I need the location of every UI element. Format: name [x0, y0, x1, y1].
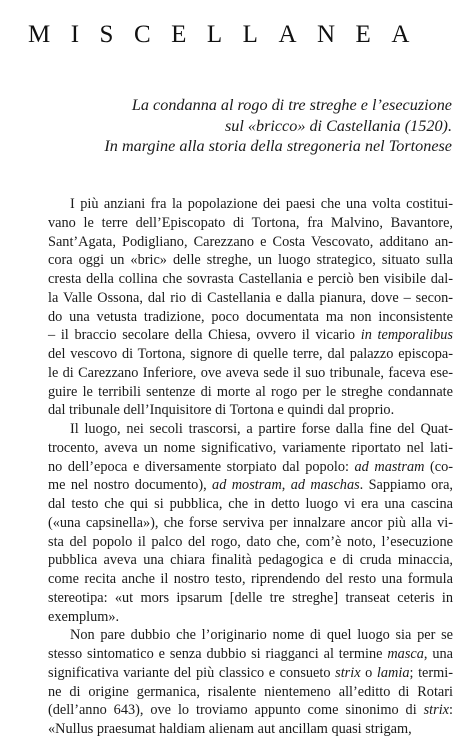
italic-text: masca [387, 646, 424, 662]
text-run: Sant’Agata, Podigliano, Carezzano e Costa Vescovato, additano an- [48, 233, 453, 250]
italic-text: in temporalibus [360, 327, 453, 344]
text-line [48, 608, 453, 627]
text-line [48, 626, 453, 645]
text-line [48, 345, 453, 364]
text-line [48, 458, 453, 477]
text-run: do una vetusta tradizione, poco documentata ma non inconsistente [48, 308, 453, 325]
text-run: – il braccio secolare della Chiesa, ovvero il vicario [48, 327, 361, 344]
text-line [48, 233, 453, 252]
italic-text: ad maschas [290, 477, 360, 494]
paragraph [48, 626, 453, 739]
text-run: (co- [424, 458, 453, 475]
text-run: Il luogo, nei secoli trascorsi, a partire forse dalla fine del Quat- [70, 421, 453, 437]
text-line [48, 383, 453, 402]
text-line [48, 701, 453, 720]
text-run: trocento, aveva un nome significativo, variamente riportato nel lati- [48, 439, 453, 456]
title-line: In margine alla storia della stregoneria nel Tortonese [104, 137, 452, 155]
article-body [48, 195, 453, 739]
text-run: la Valle Ossona, dal rio di Castellania e dalla pianura, dove – secon- [48, 289, 453, 306]
text-run: stesso sintomatico e senza dubbio si riagganci al termine [48, 646, 388, 662]
text-line [48, 420, 453, 439]
text-run: no dell’epoca e diversamente storpiato dal popolo: [48, 458, 355, 475]
text-line [48, 570, 453, 589]
title-line: sul «bricco» di Castellania (1520). [224, 116, 452, 135]
text-line [48, 551, 453, 570]
text-run: I più anziani fra la popolazione dei paesi che una volta costitui- [70, 196, 453, 212]
text-line [48, 364, 453, 383]
text-run: cora oggi un «bric» delle streghe, un luogo strategico, situato sulla [48, 252, 453, 269]
text-run: o [360, 664, 377, 681]
text-line [48, 683, 453, 702]
text-line [48, 308, 453, 327]
text-run: stereotipa: «ut mors ipsarum [delle tre streghe] transeat ceteris in [48, 589, 453, 606]
text-line [48, 270, 453, 289]
italic-text: ad mastram [354, 458, 425, 475]
text-line [48, 251, 453, 270]
text-run: . Sappiamo ora, [359, 477, 453, 494]
text-run: guire le terribili sentenze di morte al rogo per le streghe condannate [48, 383, 453, 400]
text-line [48, 533, 453, 552]
text-run: come recita anche il nostro testo, riprendendo del resto una formula [48, 571, 453, 587]
section-heading: MISCELLANEA [28, 21, 430, 48]
text-run: le di Carezzano Inferiore, ove aveva sede il suo tribunale, faceva ese- [48, 364, 453, 381]
text-run: del vescovo di Tortona, signore di quelle terre, dal palazzo episcopa- [48, 346, 453, 362]
text-line [48, 439, 453, 458]
text-run: pubblica aveva una chiara finalità pedagogica e di cruda minaccia, [48, 552, 453, 569]
text-line [48, 195, 453, 214]
text-run: sta del popolo il palco del rogo, dato che, com’è noto, l’esecuzione [48, 533, 453, 550]
title-line: La condanna al rogo di tre streghe e l’esecuzione [131, 96, 452, 114]
text-run: dal tribunale dell’Inquisitore di Tortona e quindi dal proprio. [48, 402, 395, 419]
text-run: Non pare dubbio che l’originario nome di quel luogo sia per se [70, 627, 453, 644]
text-line [48, 589, 453, 608]
text-line [48, 645, 453, 664]
text-line [48, 401, 453, 420]
text-run: vano le terre dell’Episcopato di Tortona, fra Malvino, Bavantore, [48, 214, 453, 231]
text-line [48, 720, 453, 739]
text-run: , una [423, 646, 453, 662]
text-run: («una capsinella»), che forse serviva per innalzare ancor più alla vi- [48, 514, 453, 531]
text-line [48, 326, 453, 345]
text-line [48, 495, 453, 514]
text-run: , [281, 477, 291, 494]
text-line [48, 214, 453, 233]
text-run: me nel nostro documento), [48, 477, 213, 494]
paragraph [48, 195, 453, 420]
text-run: (dell’anno 643), ove lo troviamo appunto come sinonimo di [48, 702, 424, 719]
italic-text: ad mostram [212, 477, 282, 494]
text-line [48, 514, 453, 533]
text-run: significativa variante del più classico e consueto [48, 664, 336, 681]
text-run: cresta della collina che sovrasta Castellania e perciò ben visibile dal- [48, 271, 453, 287]
text-run: exemplum». [48, 608, 120, 625]
text-run: ne di origine germanica, risalente nientemeno all’editto di Rotari [48, 683, 453, 700]
text-run: : [449, 702, 453, 719]
text-run: «Nullus praesumat haldiam alienam aut ancillam quasi strigam, [48, 721, 412, 737]
article-title [32, 95, 452, 157]
text-run: dal testo che qui si pubblica, che in detto luogo vi era una cascina [48, 496, 453, 512]
italic-text: strix [335, 664, 361, 681]
text-line [48, 289, 453, 308]
italic-text: lamia [376, 664, 410, 681]
text-run: ; termi- [409, 664, 454, 681]
italic-text: strix [423, 702, 450, 719]
paragraph [48, 420, 453, 626]
text-line [48, 664, 453, 683]
text-line [48, 476, 453, 495]
